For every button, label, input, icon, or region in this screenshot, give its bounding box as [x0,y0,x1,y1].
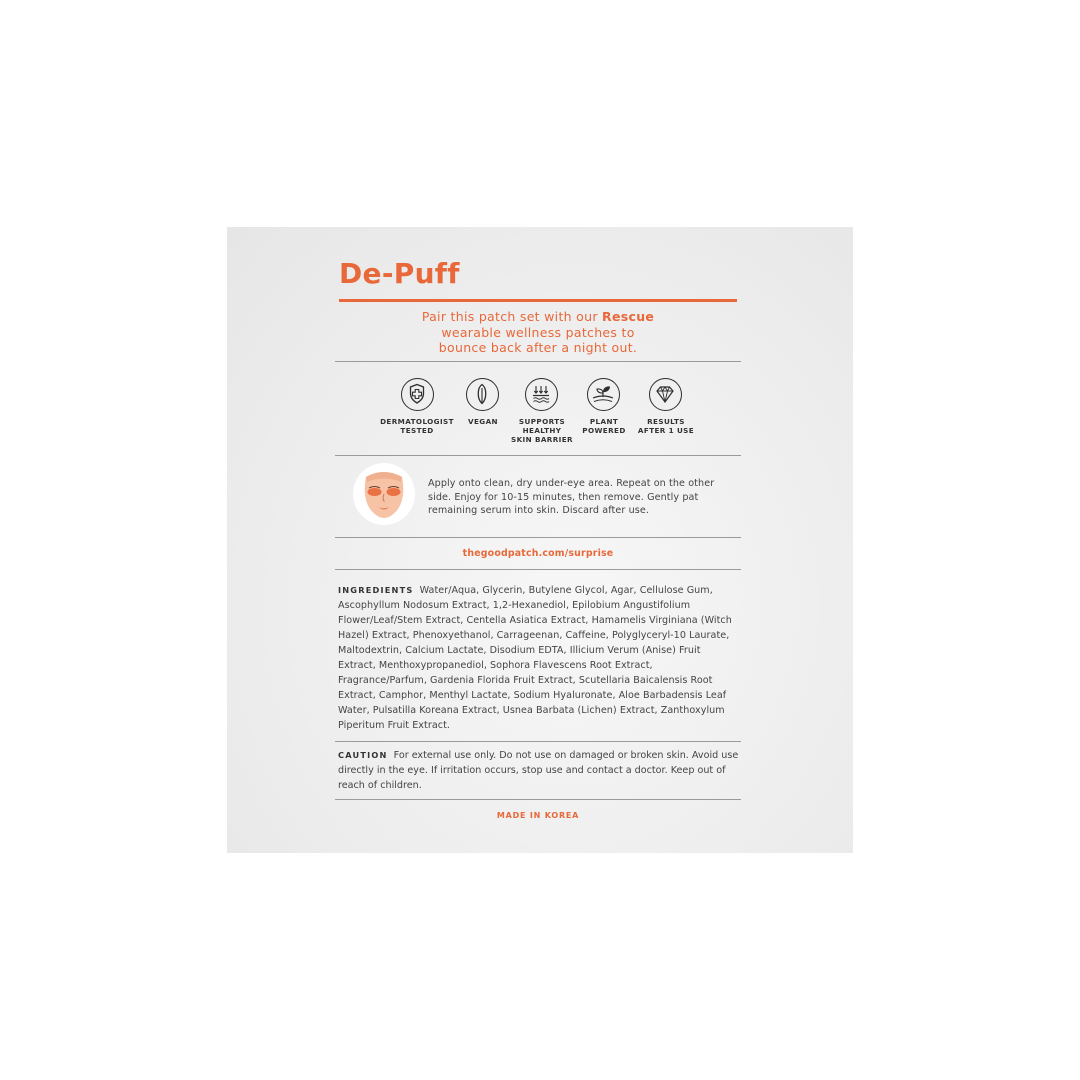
diamond-icon [649,378,682,411]
pairing-text [335,309,741,356]
skin-barrier-icon [525,378,558,411]
divider [335,455,741,456]
caution-label: CAUTION [338,750,388,760]
title-underline [339,299,737,302]
divider [335,361,741,362]
leaf-icon [466,378,499,411]
ingredients-block [338,583,740,733]
badge-label: VEGAN [468,417,498,426]
website-link[interactable]: thegoodpatch.com/surprise [462,548,614,559]
usage-instructions: Apply onto clean, dry under-eye area. Repeat on the other side. Enjoy for 10-15 minutes, then remove. Gently pat remaining serum into skin. Discard after use. [428,478,715,516]
divider [335,741,741,742]
made-in-label: MADE IN KOREA [496,811,580,820]
product-title: De-Puff [339,257,460,290]
cross-shield-icon [401,378,434,411]
sprout-icon [587,378,620,411]
product-label-panel [227,227,853,853]
caution-block [338,748,740,793]
badge-label: SUPPORTS HEALTHY SKIN BARRIER [511,417,573,444]
badge-label: DERMATOLOGIST TESTED [380,417,454,435]
face-with-eye-patches-icon [353,463,415,525]
caution-text: For external use only. Do not use on damaged or broken skin. Avoid use directly in the eye. If irritation occurs, stop use and contact a doctor. Keep out of reach of children. [338,750,739,791]
divider [335,537,741,538]
divider [335,799,741,800]
ingredients-list: Water/Aqua, Glycerin, Butylene Glycol, Agar, Cellulose Gum, Ascophyllum Nodosum Extract, 1,2-Hexanediol, Epilobium Angustifolium Flower/Leaf/Stem Extract, Centella Asiatica Extract, Hamamelis Virginiana (Witch Hazel) Extract, Phenoxyethanol, Carrageenan, Caffeine, Polyglyceryl-10 Laurate, Maltodextrin, Calcium Lactate, Disodium EDTA, Illicium Verum (Anise) Fruit Extract, Menthoxypropanediol, Sophora Flavescens Root Extract, Fragrance/Parfum, Gardenia Florida Fruit Extract, Scutellaria Baicalensis Root Extract, Camphor, Menthyl Lactate, Sodium Hyaluronate, Aloe Barbadensis Leaf Water, Pulsatilla Koreana Extract, Usnea Barbata (Lichen) Extract, Zanthoxylum Piperitum Fruit Extract. [338,585,732,731]
ingredients-label: INGREDIENTS [338,585,414,595]
pairing-line1: Pair this patch set with our Rescue [421,309,655,324]
badge-label: RESULTS AFTER 1 USE [637,417,695,435]
divider [335,569,741,570]
pairing-line3: bounce back after a night out. [438,340,638,355]
rescue-product-name: Rescue [602,309,655,324]
pairing-line2: wearable wellness patches to [441,324,635,340]
badge-label: PLANT POWERED [582,417,626,435]
